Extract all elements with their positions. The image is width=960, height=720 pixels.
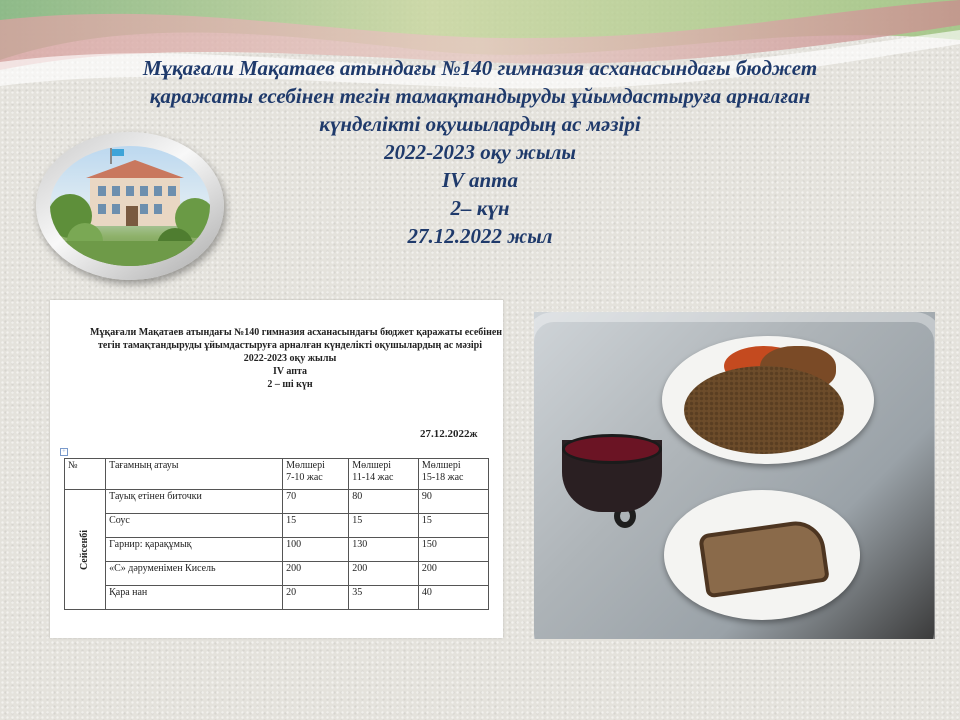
table-cell: Гарнир: қарақұмық bbox=[106, 538, 283, 562]
kissel-drink bbox=[562, 434, 662, 464]
buckwheat-garnish bbox=[684, 366, 844, 454]
table-cell: 90 bbox=[418, 490, 488, 514]
document-header-line: 2 – ші күн bbox=[267, 379, 313, 390]
title-line: 27.12.2022 жыл bbox=[407, 224, 553, 248]
column-header: Тағамның атауы bbox=[106, 459, 283, 490]
document-date: 27.12.2022ж bbox=[420, 428, 478, 440]
document-header-line: Мұқағали Мақатаев атындағы №140 гимназия асханасындағы бюджет қаражаты есебінен bbox=[90, 327, 503, 338]
food-photo bbox=[534, 312, 935, 639]
document-header-line: тегін тамақтандыруды ұйымдастыруға арналған күнделікті оқушылардың ас мәзірі bbox=[97, 340, 483, 351]
day-label: Сейсенбі bbox=[79, 529, 91, 570]
menu-table bbox=[64, 458, 489, 610]
table-cell: 35 bbox=[349, 586, 419, 610]
menu-document bbox=[50, 300, 503, 638]
table-cell: 20 bbox=[283, 586, 349, 610]
table-cell: 200 bbox=[283, 562, 349, 586]
table-row bbox=[65, 586, 489, 610]
table-cell: Соус bbox=[106, 514, 283, 538]
school-photo bbox=[50, 146, 210, 266]
table-row bbox=[65, 562, 489, 586]
column-header: Мөлшері 15-18 жас bbox=[418, 459, 488, 490]
table-anchor-icon: + bbox=[60, 448, 68, 456]
table-cell: 200 bbox=[418, 562, 488, 586]
table-header-row bbox=[65, 459, 489, 490]
title-line: 2022-2023 оқу жылы bbox=[384, 140, 576, 164]
table-cell: 150 bbox=[418, 538, 488, 562]
table-cell: 70 bbox=[283, 490, 349, 514]
table-cell: 40 bbox=[418, 586, 488, 610]
day-cell bbox=[65, 490, 106, 610]
table-cell: 100 bbox=[283, 538, 349, 562]
table-cell: 15 bbox=[349, 514, 419, 538]
table-cell: 130 bbox=[349, 538, 419, 562]
school-photo-frame bbox=[36, 132, 224, 280]
table-cell: 15 bbox=[283, 514, 349, 538]
document-header-line: IV апта bbox=[272, 366, 308, 377]
title-line: 2– күн bbox=[450, 196, 510, 220]
title-line: IV апта bbox=[441, 168, 519, 192]
document-header-line: 2022-2023 оқу жылы bbox=[243, 353, 337, 364]
table-row bbox=[65, 538, 489, 562]
table-cell: 200 bbox=[349, 562, 419, 586]
title-line: Мұқағали Мақатаев атындағы №140 гимназия асханасындағы бюджет bbox=[142, 56, 818, 80]
school-building-illustration bbox=[50, 146, 210, 266]
table-cell: «С» дәруменімен Кисель bbox=[106, 562, 283, 586]
document-header bbox=[90, 326, 503, 391]
title-line: қаражаты есебінен тегін тамақтандыруды ұйымдастыруға арналған bbox=[149, 84, 811, 108]
title-line: күнделікті оқушылардың ас мәзірі bbox=[319, 112, 641, 136]
column-header: Мөлшері 11-14 жас bbox=[349, 459, 419, 490]
table-row bbox=[65, 490, 489, 514]
table-row bbox=[65, 514, 489, 538]
table-cell: Тауық етінен биточки bbox=[106, 490, 283, 514]
column-header: № bbox=[65, 459, 106, 490]
column-header: Мөлшері 7-10 жас bbox=[283, 459, 349, 490]
table-cell: 80 bbox=[349, 490, 419, 514]
table-cell: 15 bbox=[418, 514, 488, 538]
table-cell: Қара нан bbox=[106, 586, 283, 610]
